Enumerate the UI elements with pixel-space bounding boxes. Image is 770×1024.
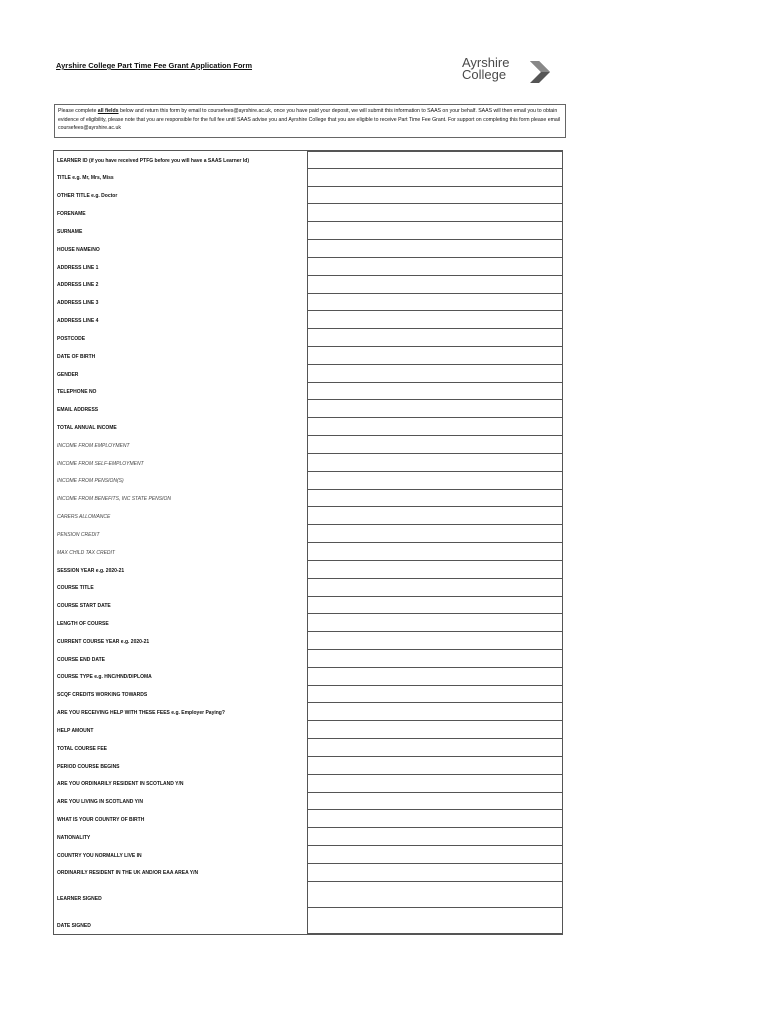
form-row bbox=[54, 276, 562, 294]
field-input-cell[interactable] bbox=[307, 240, 562, 258]
form-row bbox=[54, 739, 562, 757]
field-input-cell[interactable] bbox=[307, 632, 562, 650]
form-row bbox=[54, 846, 562, 864]
form-row bbox=[54, 579, 562, 597]
field-label: OTHER TITLE e.g. Doctor bbox=[57, 193, 118, 200]
field-label: SURNAME bbox=[57, 228, 83, 235]
form-row bbox=[54, 329, 562, 347]
field-input-cell[interactable] bbox=[307, 365, 562, 383]
form-row bbox=[54, 882, 562, 908]
chevron-logo-icon bbox=[528, 59, 554, 85]
field-label: SCQF CREDITS WORKING TOWARDS bbox=[57, 692, 148, 699]
field-label: TELEPHONE NO bbox=[57, 389, 97, 396]
form-row bbox=[54, 204, 562, 222]
field-label: HOUSE NAME/NO bbox=[57, 246, 100, 253]
form-row bbox=[54, 187, 562, 205]
field-label: DATE OF BIRTH bbox=[57, 353, 96, 360]
form-row bbox=[54, 561, 562, 579]
field-input-cell[interactable] bbox=[307, 204, 562, 222]
form-row bbox=[54, 668, 562, 686]
form-row bbox=[54, 240, 562, 258]
field-input-cell[interactable] bbox=[307, 187, 562, 205]
field-input-cell[interactable] bbox=[307, 908, 562, 934]
field-label: GENDER bbox=[57, 371, 79, 378]
field-input-cell[interactable] bbox=[307, 597, 562, 615]
field-label: EMAIL ADDRESS bbox=[57, 407, 99, 414]
form-row bbox=[54, 294, 562, 312]
form-row bbox=[54, 454, 562, 472]
field-label: ORDINARILY RESIDENT IN THE UK AND/OR EAA AREA Y/N bbox=[57, 870, 199, 877]
form-row bbox=[54, 686, 562, 704]
field-label: ARE YOU LIVING IN SCOTLAND Y/N bbox=[57, 799, 143, 806]
form-row bbox=[54, 258, 562, 276]
field-label: COUNTRY YOU NORMALLY LIVE IN bbox=[57, 852, 142, 859]
field-input-cell[interactable] bbox=[307, 703, 562, 721]
field-label: INCOME FROM SELF-EMPLOYMENT bbox=[57, 460, 144, 467]
field-label: MAX CHILD TAX CREDIT bbox=[57, 549, 115, 556]
form-row bbox=[54, 597, 562, 615]
field-label: POSTCODE bbox=[57, 335, 86, 342]
instructions-emphasis: all fields bbox=[97, 108, 119, 114]
field-label: ADDRESS LINE 2 bbox=[57, 282, 99, 289]
form-row bbox=[54, 418, 562, 436]
field-input-cell[interactable] bbox=[307, 810, 562, 828]
field-label: TOTAL COURSE FEE bbox=[57, 745, 108, 752]
form-row bbox=[54, 490, 562, 508]
field-label: FORENAME bbox=[57, 211, 86, 218]
form-row bbox=[54, 757, 562, 775]
field-label: CURRENT COURSE YEAR e.g. 2020-21 bbox=[57, 638, 150, 645]
field-label: COURSE START DATE bbox=[57, 603, 111, 610]
form-row bbox=[54, 525, 562, 543]
form-row bbox=[54, 311, 562, 329]
field-input-cell[interactable] bbox=[307, 151, 562, 169]
page-title: Ayrshire College Part Time Fee Grant Application Form bbox=[56, 61, 253, 70]
field-label: WHAT IS YOUR COUNTRY OF BIRTH bbox=[57, 817, 145, 824]
field-input-cell[interactable] bbox=[307, 525, 562, 543]
field-input-cell[interactable] bbox=[307, 668, 562, 686]
form-row bbox=[54, 614, 562, 632]
form-row bbox=[54, 632, 562, 650]
form-row bbox=[54, 472, 562, 490]
college-logo bbox=[462, 57, 562, 87]
form-row bbox=[54, 828, 562, 846]
field-input-cell[interactable] bbox=[307, 169, 562, 187]
form-row bbox=[54, 650, 562, 668]
instructions-text-rest: below and return this form by email to coursefees@ayrshire.ac.uk, once you have paid your deposit, we will submit this information to SAAS on your behalf. SAAS will then email you to obtain evidence of eligibility, please note that you are responsible for the full fee until SAAS advise you and Ayrshire College that you are eligible to receive Part Time Fee Grant. For support on completing this form please email coursefees@ayrshire.ac.uk bbox=[58, 108, 561, 132]
logo-line-1: Ayrshire bbox=[462, 55, 510, 70]
form-row bbox=[54, 222, 562, 240]
logo-text bbox=[462, 57, 509, 81]
form-row bbox=[54, 908, 562, 934]
field-input-cell[interactable] bbox=[307, 721, 562, 739]
form-row bbox=[54, 864, 562, 882]
form-row bbox=[54, 151, 562, 169]
field-input-cell[interactable] bbox=[307, 614, 562, 632]
field-input-cell[interactable] bbox=[307, 882, 562, 908]
field-input-cell[interactable] bbox=[307, 846, 562, 864]
field-input-cell[interactable] bbox=[307, 579, 562, 597]
field-input-cell[interactable] bbox=[307, 454, 562, 472]
form-row bbox=[54, 347, 562, 365]
field-label: COURSE END DATE bbox=[57, 656, 105, 663]
field-label: DATE SIGNED bbox=[57, 922, 91, 929]
form-row bbox=[54, 169, 562, 187]
field-input-cell[interactable] bbox=[307, 507, 562, 525]
instructions-box bbox=[54, 104, 566, 138]
field-input-cell[interactable] bbox=[307, 436, 562, 454]
field-label: INCOME FROM BENEFITS, INC STATE PENSION bbox=[57, 496, 171, 503]
field-label: TITLE e.g. Mr, Mrs, Miss bbox=[57, 175, 114, 182]
form-row bbox=[54, 793, 562, 811]
field-label: INCOME FROM PENSION(S) bbox=[57, 478, 124, 485]
field-label: ADDRESS LINE 3 bbox=[57, 300, 99, 307]
field-label: ARE YOU RECEIVING HELP WITH THESE FEES e.g. Employer Paying? bbox=[57, 710, 225, 717]
field-input-cell[interactable] bbox=[307, 258, 562, 276]
form-row bbox=[54, 810, 562, 828]
field-label: SESSION YEAR e.g. 2020-21 bbox=[57, 567, 125, 574]
field-input-cell[interactable] bbox=[307, 775, 562, 793]
field-input-cell[interactable] bbox=[307, 400, 562, 418]
form-row bbox=[54, 721, 562, 739]
form-row bbox=[54, 543, 562, 561]
field-label: CARERS ALLOWANCE bbox=[57, 514, 111, 521]
field-input-cell[interactable] bbox=[307, 347, 562, 365]
form-row bbox=[54, 507, 562, 525]
field-input-cell[interactable] bbox=[307, 311, 562, 329]
form-row bbox=[54, 703, 562, 721]
field-input-cell[interactable] bbox=[307, 686, 562, 704]
field-input-cell[interactable] bbox=[307, 650, 562, 668]
field-input-cell[interactable] bbox=[307, 222, 562, 240]
field-input-cell[interactable] bbox=[307, 418, 562, 436]
instructions-text-start: Please complete bbox=[58, 108, 98, 114]
field-label: ADDRESS LINE 4 bbox=[57, 318, 99, 325]
field-label: ADDRESS LINE 1 bbox=[57, 264, 99, 271]
field-label: NATIONALITY bbox=[57, 834, 91, 841]
field-input-cell[interactable] bbox=[307, 828, 562, 846]
field-input-cell[interactable] bbox=[307, 383, 562, 401]
field-label: ARE YOU ORDINARILY RESIDENT IN SCOTLAND Y/N bbox=[57, 781, 184, 788]
form-row bbox=[54, 436, 562, 454]
field-input-cell[interactable] bbox=[307, 294, 562, 312]
field-input-cell[interactable] bbox=[307, 864, 562, 882]
field-label: PERIOD COURSE BEGINS bbox=[57, 763, 120, 770]
field-label: PENSION CREDIT bbox=[57, 531, 100, 538]
field-label: INCOME FROM EMPLOYMENT bbox=[57, 442, 130, 449]
field-input-cell[interactable] bbox=[307, 561, 562, 579]
form-row bbox=[54, 365, 562, 383]
field-label: COURSE TYPE e.g. HNC/HND/DIPLOMA bbox=[57, 674, 152, 681]
form-row bbox=[54, 775, 562, 793]
field-label: COURSE TITLE bbox=[57, 585, 94, 592]
field-input-cell[interactable] bbox=[307, 543, 562, 561]
field-label: LENGTH OF COURSE bbox=[57, 620, 109, 627]
application-form-table bbox=[53, 150, 563, 935]
field-label: LEARNER ID (if you have received PTFG before you will have a SAAS Learner Id) bbox=[57, 157, 249, 164]
field-input-cell[interactable] bbox=[307, 793, 562, 811]
field-input-cell[interactable] bbox=[307, 757, 562, 775]
form-row bbox=[54, 400, 562, 418]
field-input-cell[interactable] bbox=[307, 329, 562, 347]
form-row bbox=[54, 383, 562, 401]
field-label: TOTAL ANNUAL INCOME bbox=[57, 424, 117, 431]
field-input-cell[interactable] bbox=[307, 739, 562, 757]
field-label: LEARNER SIGNED bbox=[57, 896, 102, 903]
field-input-cell[interactable] bbox=[307, 472, 562, 490]
field-input-cell[interactable] bbox=[307, 490, 562, 508]
field-input-cell[interactable] bbox=[307, 276, 562, 294]
field-label: HELP AMOUNT bbox=[57, 727, 94, 734]
logo-line-2: College bbox=[462, 67, 507, 82]
